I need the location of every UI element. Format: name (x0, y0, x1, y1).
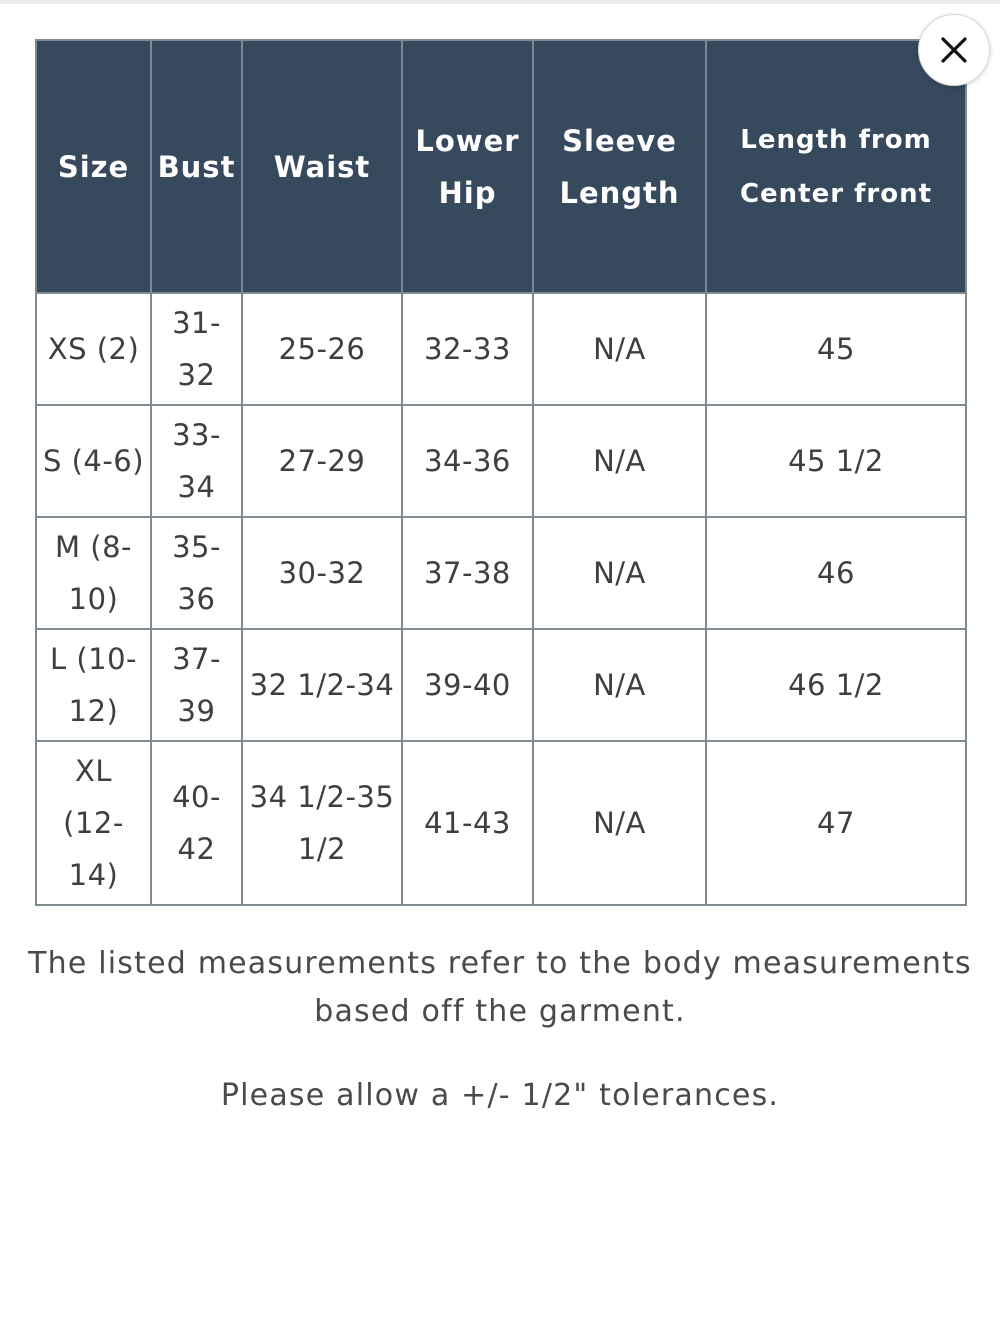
cell-bust: 37-39 (151, 629, 242, 741)
cell-bust: 33-34 (151, 405, 242, 517)
cell-length-center-front: 45 1/2 (706, 405, 966, 517)
cell-lower-hip: 37-38 (402, 517, 533, 629)
cell-sleeve-length: N/A (533, 629, 706, 741)
close-button[interactable] (918, 14, 990, 86)
table-row (36, 629, 966, 741)
tolerance-note: Please allow a +/- 1/2" tolerances. (220, 1078, 780, 1113)
cell-sleeve-length: N/A (533, 405, 706, 517)
cell-lower-hip: 34-36 (402, 405, 533, 517)
header-size: Size (36, 40, 151, 293)
cell-size: M (8-10) (36, 517, 151, 629)
size-chart-table (35, 39, 967, 906)
header-sleeve-length: Sleeve Length (533, 40, 706, 293)
cell-lower-hip: 41-43 (402, 741, 533, 905)
cell-size: XL (12-14) (36, 741, 151, 905)
cell-length-center-front: 46 (706, 517, 966, 629)
cell-waist: 27-29 (242, 405, 402, 517)
cell-bust: 40-42 (151, 741, 242, 905)
cell-sleeve-length: N/A (533, 741, 706, 905)
header-bust: Bust (151, 40, 242, 293)
cell-size: S (4-6) (36, 405, 151, 517)
table-row (36, 405, 966, 517)
cell-lower-hip: 39-40 (402, 629, 533, 741)
cell-waist: 32 1/2-34 (242, 629, 402, 741)
table-header-row (36, 40, 966, 293)
cell-waist: 34 1/2-35 1/2 (242, 741, 402, 905)
cell-waist: 30-32 (242, 517, 402, 629)
table-row (36, 517, 966, 629)
cell-length-center-front: 46 1/2 (706, 629, 966, 741)
cell-bust: 35-36 (151, 517, 242, 629)
measurements-note: The listed measurements refer to the body measurements based off the garment. (28, 946, 972, 1029)
top-divider (0, 0, 1000, 4)
header-lower-hip: Lower Hip (402, 40, 533, 293)
table-row (36, 741, 966, 905)
cell-lower-hip: 32-33 (402, 293, 533, 405)
cell-length-center-front: 45 (706, 293, 966, 405)
header-waist: Waist (242, 40, 402, 293)
cell-sleeve-length: N/A (533, 517, 706, 629)
cell-size: L (10-12) (36, 629, 151, 741)
cell-sleeve-length: N/A (533, 293, 706, 405)
cell-size: XS (2) (36, 293, 151, 405)
table-row (36, 293, 966, 405)
header-length-center-front: Length from Center front (706, 40, 966, 293)
cell-bust: 31-32 (151, 293, 242, 405)
close-icon (939, 35, 969, 65)
cell-length-center-front: 47 (706, 741, 966, 905)
cell-waist: 25-26 (242, 293, 402, 405)
